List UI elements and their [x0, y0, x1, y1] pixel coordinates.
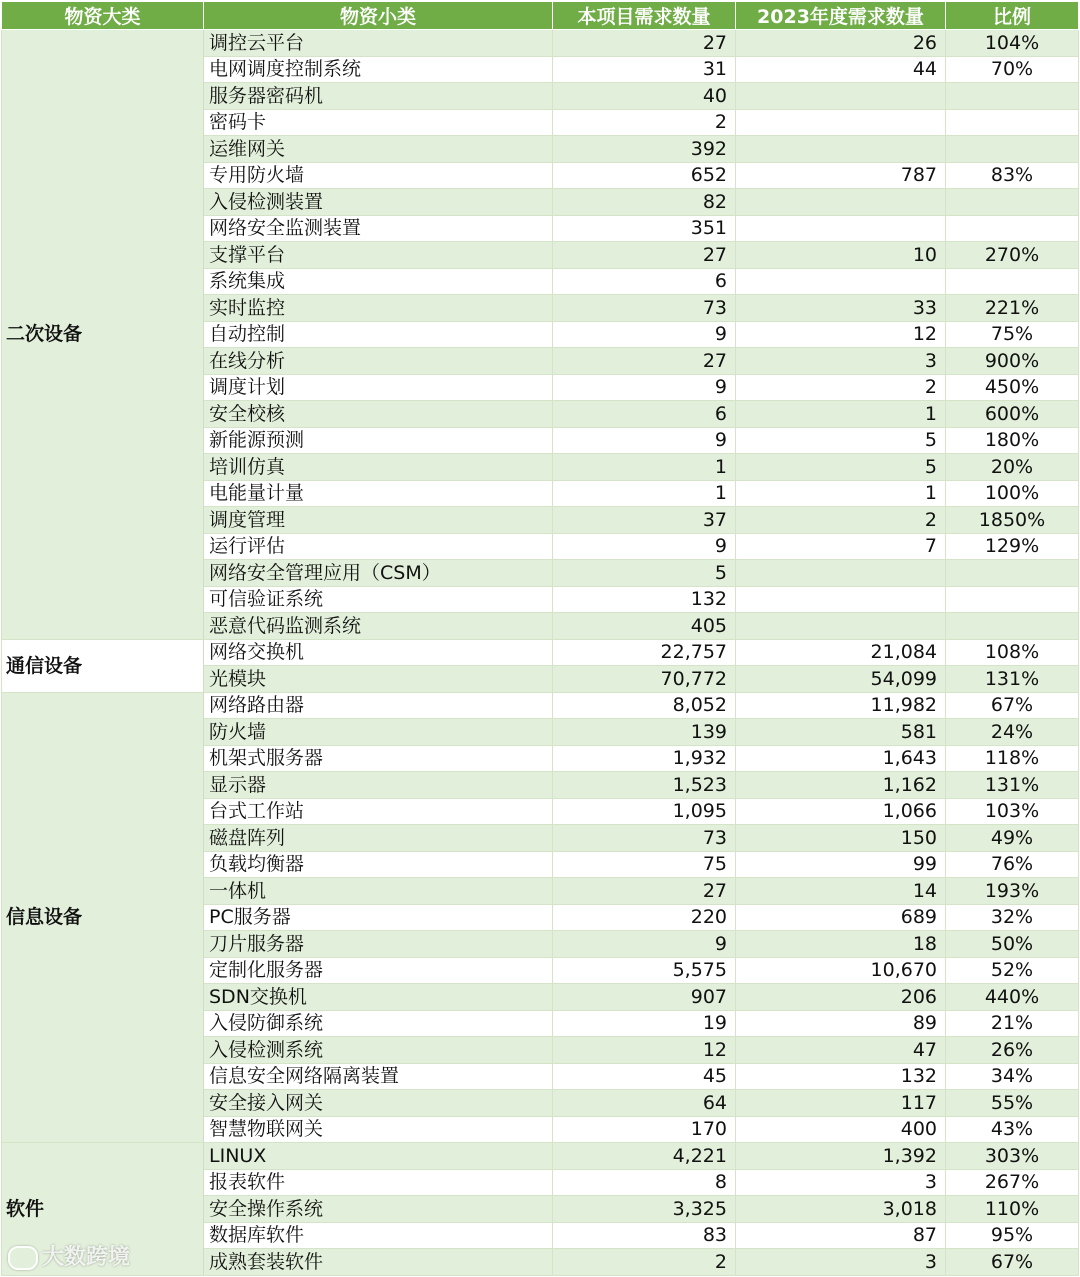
category-cell: 信息设备 — [2, 692, 204, 1143]
project-qty-cell: 40 — [553, 83, 736, 110]
project-qty-cell: 220 — [553, 904, 736, 931]
subcategory-cell: 定制化服务器 — [204, 957, 553, 984]
ratio-cell: 450% — [946, 374, 1079, 401]
qty-2023-cell — [736, 109, 946, 136]
ratio-cell: 118% — [946, 745, 1079, 772]
ratio-cell — [946, 109, 1079, 136]
header-ratio: 比例 — [946, 2, 1079, 30]
project-qty-cell: 3,325 — [553, 1196, 736, 1223]
subcategory-cell: 光模块 — [204, 666, 553, 693]
table-header — [2, 2, 1079, 30]
project-qty-cell: 1 — [553, 454, 736, 481]
qty-2023-cell: 1 — [736, 480, 946, 507]
watermark-logo-icon — [8, 1246, 38, 1270]
ratio-cell: 49% — [946, 825, 1079, 852]
qty-2023-cell: 54,099 — [736, 666, 946, 693]
project-qty-cell: 907 — [553, 984, 736, 1011]
qty-2023-cell: 3 — [736, 348, 946, 375]
subcategory-cell: 安全校核 — [204, 401, 553, 428]
ratio-cell: 95% — [946, 1222, 1079, 1249]
ratio-cell: 100% — [946, 480, 1079, 507]
project-qty-cell: 170 — [553, 1116, 736, 1143]
project-qty-cell: 45 — [553, 1063, 736, 1090]
subcategory-cell: 数据库软件 — [204, 1222, 553, 1249]
ratio-cell — [946, 613, 1079, 640]
subcategory-cell: 网络安全监测装置 — [204, 215, 553, 242]
ratio-cell: 270% — [946, 242, 1079, 269]
subcategory-cell: 在线分析 — [204, 348, 553, 375]
ratio-cell: 43% — [946, 1116, 1079, 1143]
qty-2023-cell: 21,084 — [736, 639, 946, 666]
ratio-cell: 83% — [946, 162, 1079, 189]
qty-2023-cell: 5 — [736, 454, 946, 481]
ratio-cell: 76% — [946, 851, 1079, 878]
project-qty-cell: 9 — [553, 321, 736, 348]
subcategory-cell: 磁盘阵列 — [204, 825, 553, 852]
table-row — [2, 30, 1079, 57]
subcategory-cell: 调度管理 — [204, 507, 553, 534]
project-qty-cell: 9 — [553, 533, 736, 560]
subcategory-cell: 一体机 — [204, 878, 553, 905]
qty-2023-cell: 11,982 — [736, 692, 946, 719]
ratio-cell: 131% — [946, 666, 1079, 693]
subcategory-cell: 成熟套装软件 — [204, 1249, 553, 1276]
project-qty-cell: 73 — [553, 295, 736, 322]
qty-2023-cell: 33 — [736, 295, 946, 322]
ratio-cell: 131% — [946, 772, 1079, 799]
ratio-cell: 110% — [946, 1196, 1079, 1223]
demand-table — [1, 1, 1079, 1276]
project-qty-cell: 70,772 — [553, 666, 736, 693]
qty-2023-cell: 18 — [736, 931, 946, 958]
project-qty-cell: 1,095 — [553, 798, 736, 825]
project-qty-cell: 73 — [553, 825, 736, 852]
project-qty-cell: 8,052 — [553, 692, 736, 719]
project-qty-cell: 82 — [553, 189, 736, 216]
project-qty-cell: 1 — [553, 480, 736, 507]
subcategory-cell: PC服务器 — [204, 904, 553, 931]
watermark — [8, 1240, 130, 1271]
subcategory-cell: 网络交换机 — [204, 639, 553, 666]
ratio-cell: 67% — [946, 692, 1079, 719]
ratio-cell: 21% — [946, 1010, 1079, 1037]
ratio-cell: 267% — [946, 1169, 1079, 1196]
project-qty-cell: 27 — [553, 242, 736, 269]
subcategory-cell: 电网调度控制系统 — [204, 56, 553, 83]
qty-2023-cell: 1,162 — [736, 772, 946, 799]
header-category: 物资大类 — [2, 2, 204, 30]
subcategory-cell: 负载均衡器 — [204, 851, 553, 878]
qty-2023-cell: 5 — [736, 427, 946, 454]
qty-2023-cell: 206 — [736, 984, 946, 1011]
qty-2023-cell — [736, 586, 946, 613]
subcategory-cell: 入侵防御系统 — [204, 1010, 553, 1037]
project-qty-cell: 27 — [553, 878, 736, 905]
ratio-cell: 26% — [946, 1037, 1079, 1064]
qty-2023-cell: 3 — [736, 1249, 946, 1276]
ratio-cell: 32% — [946, 904, 1079, 931]
project-qty-cell: 2 — [553, 1249, 736, 1276]
subcategory-cell: 网络路由器 — [204, 692, 553, 719]
project-qty-cell: 8 — [553, 1169, 736, 1196]
subcategory-cell: 实时监控 — [204, 295, 553, 322]
qty-2023-cell: 87 — [736, 1222, 946, 1249]
subcategory-cell: 服务器密码机 — [204, 83, 553, 110]
project-qty-cell: 139 — [553, 719, 736, 746]
qty-2023-cell: 47 — [736, 1037, 946, 1064]
subcategory-cell: 密码卡 — [204, 109, 553, 136]
subcategory-cell: 自动控制 — [204, 321, 553, 348]
qty-2023-cell: 99 — [736, 851, 946, 878]
subcategory-cell: 安全接入网关 — [204, 1090, 553, 1117]
category-cell: 通信设备 — [2, 639, 204, 692]
project-qty-cell: 351 — [553, 215, 736, 242]
qty-2023-cell: 581 — [736, 719, 946, 746]
subcategory-cell: 刀片服务器 — [204, 931, 553, 958]
qty-2023-cell: 117 — [736, 1090, 946, 1117]
subcategory-cell: 培训仿真 — [204, 454, 553, 481]
subcategory-cell: 运维网关 — [204, 136, 553, 163]
watermark-text: 大数跨境 — [42, 1245, 131, 1270]
qty-2023-cell — [736, 136, 946, 163]
ratio-cell — [946, 189, 1079, 216]
ratio-cell: 221% — [946, 295, 1079, 322]
subcategory-cell: 运行评估 — [204, 533, 553, 560]
qty-2023-cell: 89 — [736, 1010, 946, 1037]
subcategory-cell: 入侵检测系统 — [204, 1037, 553, 1064]
subcategory-cell: 显示器 — [204, 772, 553, 799]
project-qty-cell: 37 — [553, 507, 736, 534]
ratio-cell: 104% — [946, 30, 1079, 57]
ratio-cell — [946, 586, 1079, 613]
qty-2023-cell — [736, 560, 946, 587]
subcategory-cell: 安全操作系统 — [204, 1196, 553, 1223]
project-qty-cell: 64 — [553, 1090, 736, 1117]
subcategory-cell: LINUX — [204, 1143, 553, 1170]
subcategory-cell: 报表软件 — [204, 1169, 553, 1196]
qty-2023-cell — [736, 215, 946, 242]
qty-2023-cell: 2 — [736, 507, 946, 534]
qty-2023-cell: 10 — [736, 242, 946, 269]
project-qty-cell: 22,757 — [553, 639, 736, 666]
qty-2023-cell: 1,392 — [736, 1143, 946, 1170]
project-qty-cell: 19 — [553, 1010, 736, 1037]
subcategory-cell: 专用防火墙 — [204, 162, 553, 189]
subcategory-cell: 调控云平台 — [204, 30, 553, 57]
table-body — [2, 30, 1079, 1276]
project-qty-cell: 27 — [553, 348, 736, 375]
ratio-cell: 900% — [946, 348, 1079, 375]
ratio-cell — [946, 83, 1079, 110]
project-qty-cell: 5 — [553, 560, 736, 587]
ratio-cell: 1850% — [946, 507, 1079, 534]
subcategory-cell: 入侵检测装置 — [204, 189, 553, 216]
ratio-cell: 20% — [946, 454, 1079, 481]
qty-2023-cell: 787 — [736, 162, 946, 189]
category-cell: 二次设备 — [2, 30, 204, 640]
qty-2023-cell — [736, 83, 946, 110]
subcategory-cell: 电能量计量 — [204, 480, 553, 507]
header-subcategory: 物资小类 — [204, 2, 553, 30]
subcategory-cell: 新能源预测 — [204, 427, 553, 454]
ratio-cell: 129% — [946, 533, 1079, 560]
table-row — [2, 1143, 1079, 1170]
project-qty-cell: 9 — [553, 427, 736, 454]
qty-2023-cell: 7 — [736, 533, 946, 560]
qty-2023-cell: 12 — [736, 321, 946, 348]
subcategory-cell: 网络安全管理应用（CSM） — [204, 560, 553, 587]
qty-2023-cell: 44 — [736, 56, 946, 83]
qty-2023-cell: 150 — [736, 825, 946, 852]
project-qty-cell: 4,221 — [553, 1143, 736, 1170]
subcategory-cell: 智慧物联网关 — [204, 1116, 553, 1143]
table-row — [2, 639, 1079, 666]
qty-2023-cell: 14 — [736, 878, 946, 905]
project-qty-cell: 6 — [553, 401, 736, 428]
qty-2023-cell — [736, 189, 946, 216]
qty-2023-cell: 10,670 — [736, 957, 946, 984]
project-qty-cell: 9 — [553, 374, 736, 401]
project-qty-cell: 2 — [553, 109, 736, 136]
ratio-cell — [946, 215, 1079, 242]
ratio-cell: 67% — [946, 1249, 1079, 1276]
project-qty-cell: 12 — [553, 1037, 736, 1064]
subcategory-cell: 信息安全网络隔离装置 — [204, 1063, 553, 1090]
subcategory-cell: 可信验证系统 — [204, 586, 553, 613]
table-row — [2, 692, 1079, 719]
ratio-cell: 34% — [946, 1063, 1079, 1090]
header-2023-qty: 2023年度需求数量 — [736, 2, 946, 30]
qty-2023-cell: 689 — [736, 904, 946, 931]
subcategory-cell: 机架式服务器 — [204, 745, 553, 772]
project-qty-cell: 1,932 — [553, 745, 736, 772]
subcategory-cell: 防火墙 — [204, 719, 553, 746]
subcategory-cell: 系统集成 — [204, 268, 553, 295]
ratio-cell — [946, 136, 1079, 163]
ratio-cell: 55% — [946, 1090, 1079, 1117]
ratio-cell: 193% — [946, 878, 1079, 905]
qty-2023-cell: 3,018 — [736, 1196, 946, 1223]
project-qty-cell: 1,523 — [553, 772, 736, 799]
subcategory-cell: SDN交换机 — [204, 984, 553, 1011]
project-qty-cell: 652 — [553, 162, 736, 189]
project-qty-cell: 405 — [553, 613, 736, 640]
ratio-cell — [946, 268, 1079, 295]
ratio-cell: 24% — [946, 719, 1079, 746]
ratio-cell — [946, 560, 1079, 587]
ratio-cell: 103% — [946, 798, 1079, 825]
qty-2023-cell: 400 — [736, 1116, 946, 1143]
category-cell: 软件 — [2, 1143, 204, 1276]
qty-2023-cell: 1,066 — [736, 798, 946, 825]
subcategory-cell: 恶意代码监测系统 — [204, 613, 553, 640]
qty-2023-cell: 26 — [736, 30, 946, 57]
ratio-cell: 108% — [946, 639, 1079, 666]
qty-2023-cell: 132 — [736, 1063, 946, 1090]
subcategory-cell: 调度计划 — [204, 374, 553, 401]
ratio-cell: 180% — [946, 427, 1079, 454]
project-qty-cell: 6 — [553, 268, 736, 295]
project-qty-cell: 83 — [553, 1222, 736, 1249]
ratio-cell: 75% — [946, 321, 1079, 348]
project-qty-cell: 75 — [553, 851, 736, 878]
header-project-qty: 本项目需求数量 — [553, 2, 736, 30]
ratio-cell: 600% — [946, 401, 1079, 428]
ratio-cell: 52% — [946, 957, 1079, 984]
subcategory-cell: 台式工作站 — [204, 798, 553, 825]
ratio-cell: 50% — [946, 931, 1079, 958]
ratio-cell: 303% — [946, 1143, 1079, 1170]
qty-2023-cell — [736, 613, 946, 640]
qty-2023-cell: 1,643 — [736, 745, 946, 772]
project-qty-cell: 9 — [553, 931, 736, 958]
qty-2023-cell: 2 — [736, 374, 946, 401]
qty-2023-cell — [736, 268, 946, 295]
project-qty-cell: 5,575 — [553, 957, 736, 984]
qty-2023-cell: 3 — [736, 1169, 946, 1196]
ratio-cell: 70% — [946, 56, 1079, 83]
project-qty-cell: 392 — [553, 136, 736, 163]
qty-2023-cell: 1 — [736, 401, 946, 428]
project-qty-cell: 132 — [553, 586, 736, 613]
project-qty-cell: 31 — [553, 56, 736, 83]
project-qty-cell: 27 — [553, 30, 736, 57]
ratio-cell: 440% — [946, 984, 1079, 1011]
subcategory-cell: 支撑平台 — [204, 242, 553, 269]
